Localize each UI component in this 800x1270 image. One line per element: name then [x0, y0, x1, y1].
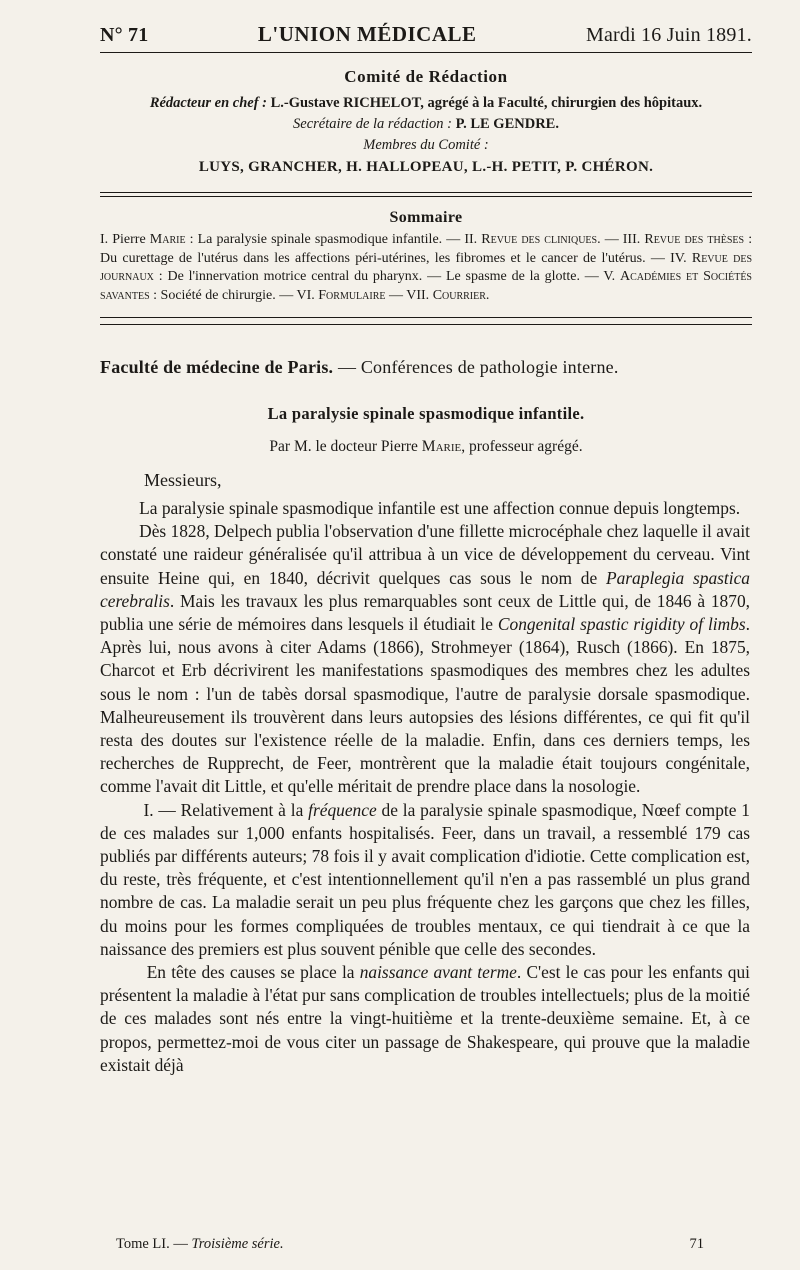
paragraph-2-text-c: . Après lui, nous avons à citer Adams (1866), Strohmeyer (1864), Rusch (1866). En 1875, Charcot et Erb décrivirent les manifestations spasmodiques des membres chez les adultes sous le nom : l'un de tabès dorsal spasmodique, l'autre de paralysie dorsale spasmodique. Malheureusement ils trouvèrent dans leurs autopsies des lésions différentes, ce qui fit qu'il resta des doutes sur l'existence réelle de la maladie. Enfin, dans ces derniers temps, les recherches de Rupprecht, de Feer, montrèrent que la maladie était toujours congénitale, comme l'avait dit Little, et qu'elle méritait de prendre place dans la nosologie. [100, 614, 750, 797]
paragraph-1-text: La paralysie spinale spasmodique infantile est une affection connue depuis longtemps. [139, 498, 741, 518]
byline-pre: Par M. le docteur Pierre [269, 438, 418, 455]
editorial-committee [100, 53, 752, 178]
secretary-name: P. LE GENDRE. [455, 116, 559, 132]
summary-title: Sommaire [389, 209, 463, 226]
editor-label: Rédacteur en chef : [149, 95, 268, 111]
summary-ii-label: Revue des cliniques. [481, 232, 601, 247]
summary-i-num: I. Pierre [100, 232, 146, 247]
editor-text: L.-Gustave RICHELOT, agrégé à la Faculté, chirurgien des hôpitaux. [270, 95, 703, 111]
paragraph-2-italic-2: Congenital spastic rigidity of limbs [497, 614, 746, 635]
page-footer [116, 1236, 704, 1253]
summary-i-text: : La paralysie spinale spasmodique infantile. — II. [189, 232, 478, 247]
paragraph-2-italic-1: Paraplegia spastica cerebralis [100, 567, 750, 611]
salutation: Messieurs, [144, 470, 222, 490]
paragraph-1 [100, 497, 750, 520]
paragraph-2-text-a: Dès 1828, Delpech publia l'observation d'une fillette microcéphale chez laquelle il avait constaté une raideur généralisée qu'il attribua à un vice de développement du cerveau. Vint ensuite Heine qui, en 1840, décrivit quelques cas sous le nom de [100, 521, 750, 588]
summary-iii-label: Revue des thèses [644, 232, 745, 247]
footer-page-number: 71 [689, 1236, 704, 1252]
section-heading-bold: Faculté de médecine de Paris. [100, 357, 334, 377]
paragraph-4-text-b: . C'est le cas pour les enfants qui présentent la maladie à l'état pur sans complication de troubles intellectuels; plus de la moitié de ces malades sont nés entre la vingt-huitième et la trente-deuxième semaine. Et, à ce propos, permettez-moi de vous citer un passage de Shakespeare, qui prouve que la maladie existait déjà [100, 962, 750, 1075]
committee-members: LUYS, GRANCHER, H. HALLOPEAU, L.-H. PETIT, P. CHÉRON. [198, 159, 654, 175]
summary-vi-label: Formulaire [318, 287, 386, 303]
summary-i-name: Marie [149, 232, 186, 247]
issue-date: Mardi 16 Juin 1891. [585, 24, 752, 46]
editor-line [100, 93, 752, 114]
section-heading-rest: — Conférences de pathologie interne. [337, 357, 619, 377]
paragraph-2-text-b: . Mais les travaux les plus remarquables sont ceux de Little qui, de 1846 à 1870, publia une série de mémoires dans lesquels il étudiait le [100, 590, 750, 635]
article-body [100, 497, 752, 1077]
committee-title: Comité de Rédaction [344, 67, 508, 86]
paragraph-4-text-a: En tête des causes se place la [146, 962, 355, 983]
members-label: Membres du Comité : [363, 137, 489, 153]
summary-v-label: Académies et Sociétés savantes [100, 269, 752, 303]
paragraph-4-italic: naissance avant terme [359, 962, 517, 983]
section-heading [100, 357, 752, 378]
running-head [100, 22, 752, 52]
paragraph-3 [100, 799, 750, 961]
secretary-line [100, 114, 752, 135]
secretary-label: Secrétaire de la rédaction : [293, 116, 452, 132]
summary-iv-label: Revue des journaux [100, 250, 753, 284]
paragraph-3-italic: fréquence [308, 799, 377, 820]
paragraph-4 [100, 961, 750, 1077]
byline-author: Marie [421, 438, 462, 455]
paragraph-3-text-a: I. — Relativement à la [143, 799, 304, 820]
summary-rule-thin [100, 324, 752, 325]
summary-iii-text: : Du curettage de l'utérus dans les affections péri-utérines, les fibromes et le cancer de l'utérus. — IV. [100, 232, 753, 266]
summary-iv-text: : De l'innervation motrice central du pharynx. — Le spasme de la glotte. — V. [158, 269, 616, 284]
article-byline [100, 438, 752, 456]
paragraph-2 [100, 520, 750, 798]
article-title: La paralysie spinale spasmodique infantile. [267, 404, 585, 423]
summary-vii-label: Courrier. [432, 287, 490, 303]
summary-rule [100, 317, 752, 318]
summary-text [100, 231, 752, 305]
paragraph-3-text-b: de la paralysie spinale spasmodique, Nœef compte 1 de ces malades sur 1,000 enfants hospitalisés. Feer, dans un travail, a ressemblé 179 cas publiés par différents auteurs; 78 fois il y avait complication d'idiotie. Cette complication est, du reste, très fréquente, et c'est intentionnellement qu'il n'en a pas rassemblé un plus grand nombre de cas. La maladie serait un peu plus fréquente chez les garçons que chez les filles, du moins pour les formes compliquées de troubles mentaux, ce qui tiendrait à ce que la naissance des premiers est plus souvent pénible que celle des secondes. [100, 799, 750, 959]
summary-iii-sep: — III. [604, 232, 641, 247]
byline-post: , professeur agrégé. [461, 438, 583, 455]
masthead-rule [100, 192, 752, 197]
footer-serie: Troisième série. [191, 1236, 284, 1252]
footer-volume [116, 1236, 284, 1253]
footer-tome: Tome LI. — [116, 1236, 188, 1252]
summary-v-text: : Société de chirurgie. — VI. [153, 287, 315, 303]
members-label-line [100, 135, 752, 156]
journal-title: L'UNION MÉDICALE [257, 22, 477, 46]
summary-vii-sep: — VII. [389, 287, 430, 303]
issue-number: N° 71 [100, 24, 149, 46]
